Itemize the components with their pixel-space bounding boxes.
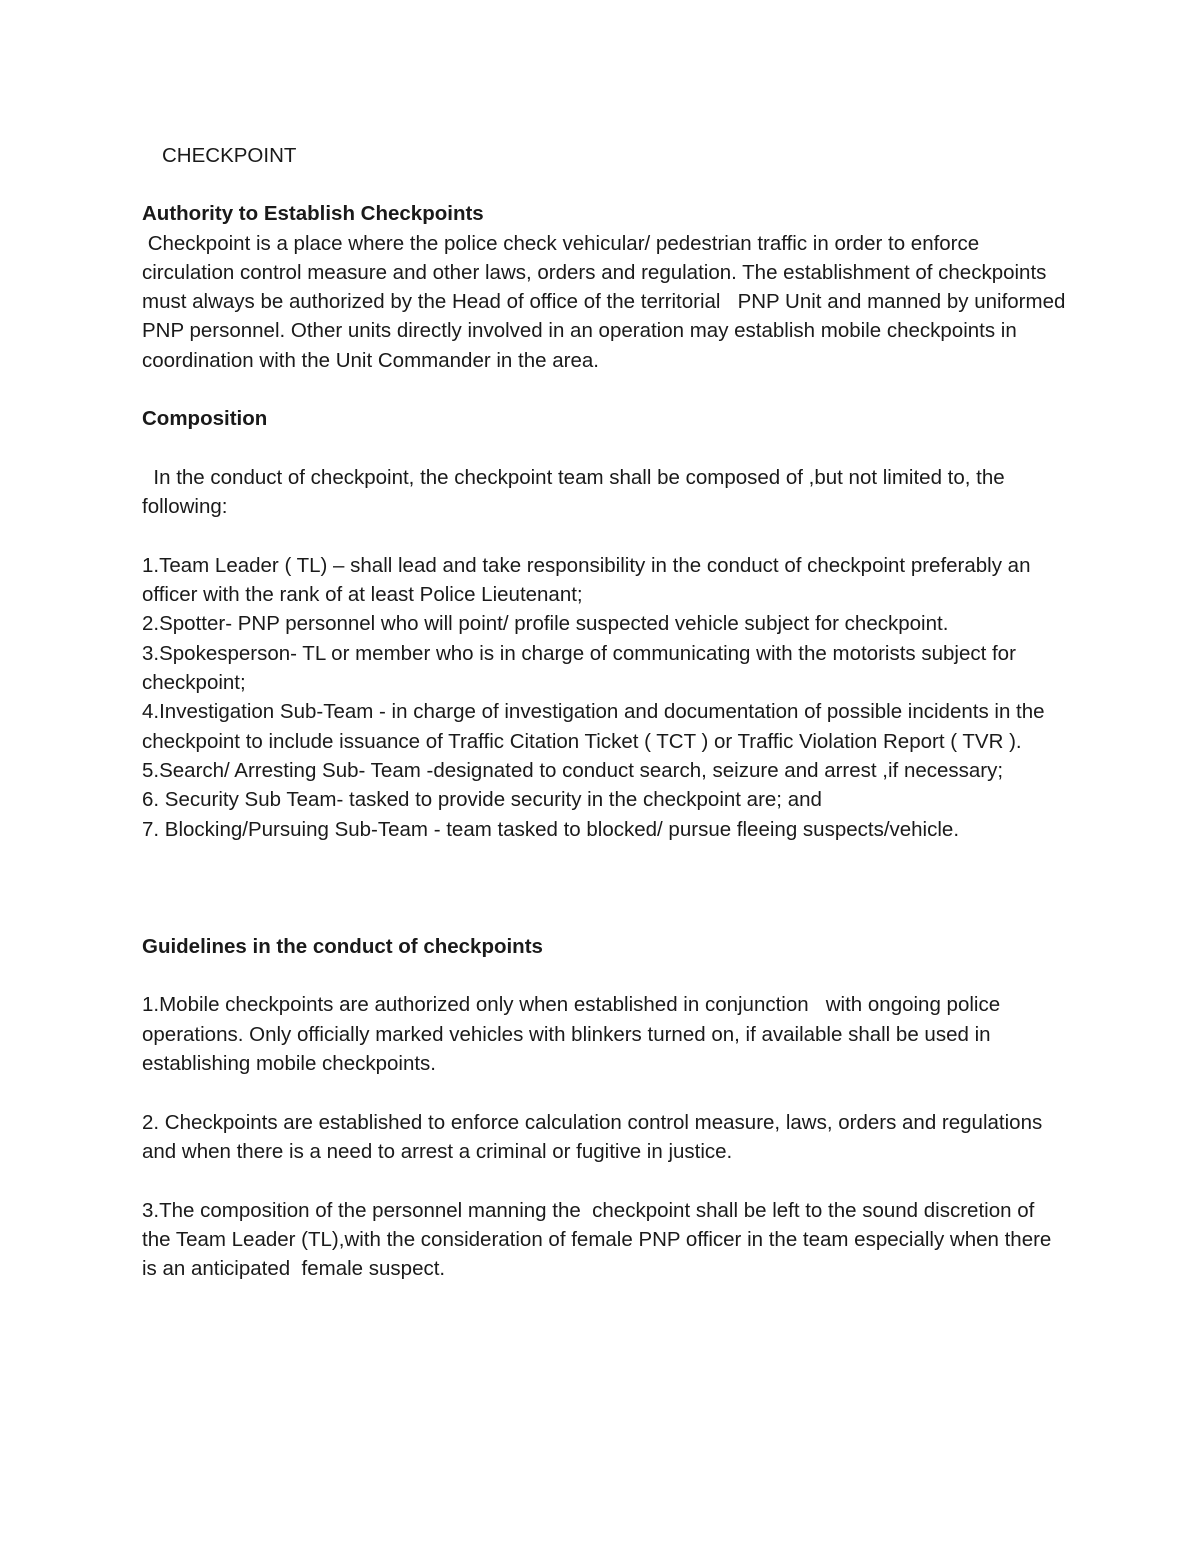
guidelines-heading: Guidelines in the conduct of checkpoints bbox=[142, 934, 543, 958]
list-item: 2.Spotter- PNP personnel who will point/ profile suspected vehicle subject for checkpoint. bbox=[142, 612, 949, 636]
list-item: 4.Investigation Sub-Team - in charge of investigation and documentation of possible incidents in the checkpoint to include issuance of Traffic Citation Ticket ( TCT ) or Traffic Violation Report ( TVR ). bbox=[142, 700, 1051, 753]
composition-heading: Composition bbox=[142, 407, 268, 431]
spacer bbox=[142, 1078, 1067, 1107]
guideline-item: 3.The composition of the personnel manning the checkpoint shall be left to the sound discretion of the Team Leader (TL),with the consideration of female PNP officer in the team especially when there is an anticipated female suspect. bbox=[142, 1198, 1058, 1281]
list-item: 3.Spokesperson- TL or member who is in charge of communicating with the motorists subject for checkpoint; bbox=[142, 641, 1022, 695]
composition-list bbox=[142, 551, 1067, 844]
spacer bbox=[142, 522, 1067, 551]
guideline-item: 1.Mobile checkpoints are authorized only when established in conjunction with ongoing police operations. Only officially marked vehicles with blinkers turned on, if available shall be used in establishing mobile checkpoints. bbox=[142, 993, 1006, 1076]
list-item: 1.Team Leader ( TL) – shall lead and take responsibility in the conduct of checkpoint preferably an officer with the rank of at least Police Lieutenant; bbox=[142, 553, 1037, 607]
guideline-item: 2. Checkpoints are established to enforce calculation control measure, laws, orders and regulations and when there is a need to arrest a criminal or fugitive in justice. bbox=[142, 1110, 1048, 1163]
list-item: 7. Blocking/Pursuing Sub-Team - team tasked to blocked/ pursue fleeing suspects/vehicle. bbox=[142, 817, 960, 841]
list-item: 5.Search/ Arresting Sub- Team -designated to conduct search, seizure and arrest ,if necessary; bbox=[142, 758, 1004, 782]
composition-intro: In the conduct of checkpoint, the checkpoint team shall be composed of ,but not limited to, the following: bbox=[142, 465, 1011, 519]
authority-paragraph: Checkpoint is a place where the police check vehicular/ pedestrian traffic in order to enforce circulation control measure and other laws, orders and regulation. The establishment of checkpoints must always be authorized by the Head of office of the territorial PNP Unit and manned by uniformed PNP personnel. Other units directly involved in an operation may establish mobile checkpoints in coordination with the Unit Commander in the area. bbox=[142, 231, 1072, 372]
document-title: CHECKPOINT bbox=[162, 144, 297, 167]
document-content bbox=[142, 141, 1072, 1283]
spacer bbox=[142, 375, 1067, 404]
authority-heading: Authority to Establish Checkpoints bbox=[142, 202, 484, 226]
list-item: 6. Security Sub Team- tasked to provide security in the checkpoint are; and bbox=[142, 788, 822, 812]
spacer bbox=[142, 1166, 1067, 1195]
spacer bbox=[142, 844, 1067, 932]
spacer bbox=[142, 434, 1067, 463]
spacer bbox=[142, 961, 1067, 990]
